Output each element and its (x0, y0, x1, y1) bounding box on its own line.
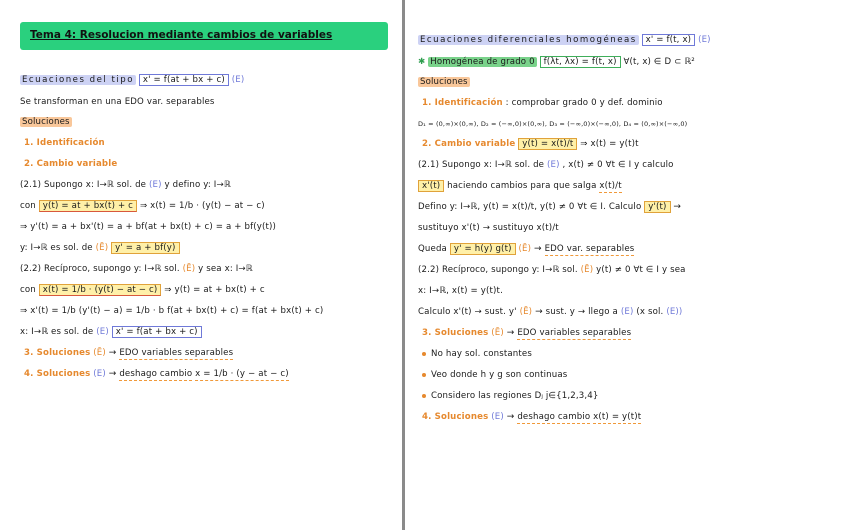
step-3-text: EDO variables separables (119, 348, 234, 358)
text: Queda (418, 244, 447, 254)
star-icon: ✱ (418, 57, 426, 67)
step-2-1-line1 (20, 179, 231, 191)
arrow-icon: → (108, 369, 117, 379)
equation-tag: (E) (547, 160, 560, 170)
arrow-icon: → (533, 244, 542, 254)
bullet-text: Veo donde h y g son continuas (431, 370, 568, 380)
original-equation-box: x' = f(at + bx + c) (112, 326, 202, 338)
step-4-formula: x(t) = y(t)t (593, 412, 642, 422)
fraction-text: x(t)/t (599, 181, 622, 191)
arrow-icon: → (506, 328, 515, 338)
step-2-1-line1 (418, 159, 674, 171)
step-1 (24, 137, 105, 149)
change-variable-box: y(t) = at + bx(t) + c (39, 200, 137, 212)
text: (2.2) Recíproco, supongo y: I→ℝ sol. (20, 264, 180, 274)
bullet-1 (422, 348, 532, 360)
step-2-1-line2 (20, 200, 265, 212)
left-page (0, 0, 402, 530)
bullet-icon (422, 352, 426, 356)
homogeneous-heading: Ecuaciones diferenciales homogéneas (420, 35, 637, 45)
text: y sea x: I→ℝ (198, 264, 253, 274)
text: (x sol. (636, 307, 664, 317)
step-1-label: 1. Identificación (24, 138, 105, 148)
step-2-2-line2: x: I→ℝ, x(t) = y(t)t. (418, 286, 503, 296)
equation-tag: (Ē) (182, 264, 196, 274)
derivative-highlight: y'(t) (644, 201, 670, 213)
domains-line: D₁ = (0,∞)×(0,∞), D₂ = (−∞,0)×(0,∞), D₃ = (−∞,0)×(−∞,0), D₄ = (0,∞)×(−∞,0) (418, 120, 688, 128)
soluciones-line (20, 116, 72, 128)
separable-equation-box: y' = h(y) g(t) (450, 243, 516, 255)
step-2-1-line3: ⇒ y'(t) = a + bx'(t) = a + bf(at + bx(t) + c) = a + bf(y(t)) (20, 222, 277, 232)
equation-box: x' = f(t, x) (642, 34, 696, 46)
text: ⇒ x(t) = 1/b · (y(t) − at − c) (139, 201, 265, 211)
text: x: I→ℝ es sol. de (20, 327, 94, 337)
arrow-icon: → (535, 307, 543, 317)
text: (2.2) Recíproco, supongo y: I→ℝ sol. (418, 265, 578, 275)
soluciones-label: Soluciones (22, 117, 70, 127)
bullet-icon (422, 394, 426, 398)
equation-box: x' = f(at + bx + c) (139, 74, 229, 86)
homogeneous-domain: ∀(t, x) ∈ D ⊂ ℝ² (623, 57, 695, 67)
page-divider (402, 0, 405, 530)
section-heading-line (20, 74, 244, 86)
step-2-1-line4: sustituyo x'(t) → sustituyo x(t)/t (418, 223, 559, 233)
step-4-label: 4. Soluciones (24, 369, 91, 379)
transform-line: Se transforman en una EDO var. separables (20, 97, 215, 107)
text: Calculo x'(t) → sust. y' (418, 307, 517, 317)
step-4-text: deshago cambio (119, 369, 193, 379)
equation-tag: (E) (491, 412, 504, 422)
section-heading: Ecuaciones del tipo (22, 75, 135, 85)
step-2 (24, 158, 117, 170)
page-title: Tema 4: Resolucion mediante cambios de variables (30, 29, 333, 41)
step-2-1-line4 (20, 242, 180, 254)
step-4 (24, 368, 289, 380)
homogeneous-heading-line (418, 34, 711, 46)
text: ⇒ y(t) = at + bx(t) + c (164, 285, 265, 295)
equation-tag: (E)) (666, 307, 683, 317)
title-bar (20, 22, 388, 50)
text: con (20, 285, 36, 295)
change-variable-box: y(t) = x(t)/t (518, 138, 577, 150)
step-2 (422, 138, 639, 150)
step-4-text: deshago cambio (517, 412, 591, 422)
bullet-3 (422, 390, 598, 402)
arrow-icon: → (673, 202, 682, 212)
step-2-2-line1 (20, 263, 253, 275)
step-1 (422, 97, 663, 109)
equation-tag: (Ē) (491, 328, 504, 338)
text: sust. y → llego a (545, 307, 618, 317)
step-2-2-line3: ⇒ x'(t) = 1/b (y'(t) − a) = 1/b · b f(at + bx(t) + c) = f(at + bx(t) + c) (20, 306, 324, 316)
soluciones-line (418, 76, 470, 88)
equation-tag: (E) (149, 180, 162, 190)
equation-tag: (E) (698, 35, 711, 45)
step-4-label: 4. Soluciones (422, 412, 489, 422)
text: y: I→ℝ es sol. de (20, 243, 93, 253)
step-2-1-line3 (418, 201, 681, 213)
equation-tag: (Ē) (518, 244, 532, 254)
text: Defino y: I→ℝ, y(t) = x(t)/t, y(t) ≠ 0 ∀t ∈ I. Calculo (418, 202, 642, 212)
bullet-text: Considero las regiones Dⱼ j∈{1,2,3,4} (431, 391, 599, 401)
equation-tag: (E) (93, 369, 106, 379)
text: haciendo cambios para que salga (447, 181, 597, 191)
equation-tag: (E) (231, 75, 245, 85)
homogeneous-label: Homogénea de grado 0 (430, 57, 535, 67)
inverse-change-box: x(t) = 1/b · (y(t) − at − c) (39, 284, 162, 296)
text: EDO var. separables (544, 244, 635, 254)
step-4 (422, 411, 641, 423)
step-2-2-line2 (20, 284, 265, 296)
step-2-2-line1 (418, 264, 686, 276)
bullet-2 (422, 369, 567, 381)
equation-tag: (Ē) (95, 243, 109, 253)
bullet-icon (422, 373, 426, 377)
equation-tag: (Ē) (93, 348, 106, 358)
text: (2.1) Supongo x: I→ℝ sol. de (20, 180, 147, 190)
step-2-text: ⇒ x(t) = y(t)t (580, 139, 639, 149)
equation-tag: (Ē) (519, 307, 533, 317)
text: con (20, 201, 36, 211)
step-3-text: EDO variables separables (517, 328, 632, 338)
soluciones-label: Soluciones (420, 77, 468, 87)
step-2-2-line4 (20, 326, 202, 338)
homogeneous-degree-line (418, 56, 695, 68)
equation-tag: (Ē) (580, 265, 594, 275)
homogeneous-condition-box: f(λt, λx) = f(t, x) (540, 56, 621, 68)
arrow-icon: → (506, 412, 515, 422)
bullet-text: No hay sol. constantes (431, 349, 532, 359)
step-2-label: 2. Cambio variable (24, 159, 118, 169)
step-2-1-line2 (418, 180, 622, 192)
equation-tag: (E) (96, 327, 109, 337)
step-2-2-line3 (418, 306, 682, 318)
step-3 (422, 327, 631, 339)
step-2-1-line5 (418, 243, 634, 255)
step-1-text: : comprobar grado 0 y def. dominio (505, 98, 663, 108)
step-3 (24, 347, 233, 359)
arrow-icon: → (108, 348, 117, 358)
step-2-label: 2. Cambio variable (422, 139, 516, 149)
step-3-label: 3. Soluciones (24, 348, 91, 358)
step-4-formula: x = 1/b · (y − at − c) (195, 369, 289, 379)
right-page (406, 0, 848, 530)
step-1-label: 1. Identificación (422, 98, 503, 108)
transformed-equation-box: y' = a + bf(y) (111, 242, 179, 254)
step-3-label: 3. Soluciones (422, 328, 489, 338)
text: , x(t) ≠ 0 ∀t ∈ I y calculo (562, 160, 674, 170)
text: y defino y: I→ℝ (164, 180, 231, 190)
text: y(t) ≠ 0 ∀t ∈ I y sea (596, 265, 686, 275)
equation-tag: (E) (620, 307, 634, 317)
derivative-highlight: x'(t) (418, 180, 444, 192)
text: (2.1) Supongo x: I→ℝ sol. de (418, 160, 545, 170)
